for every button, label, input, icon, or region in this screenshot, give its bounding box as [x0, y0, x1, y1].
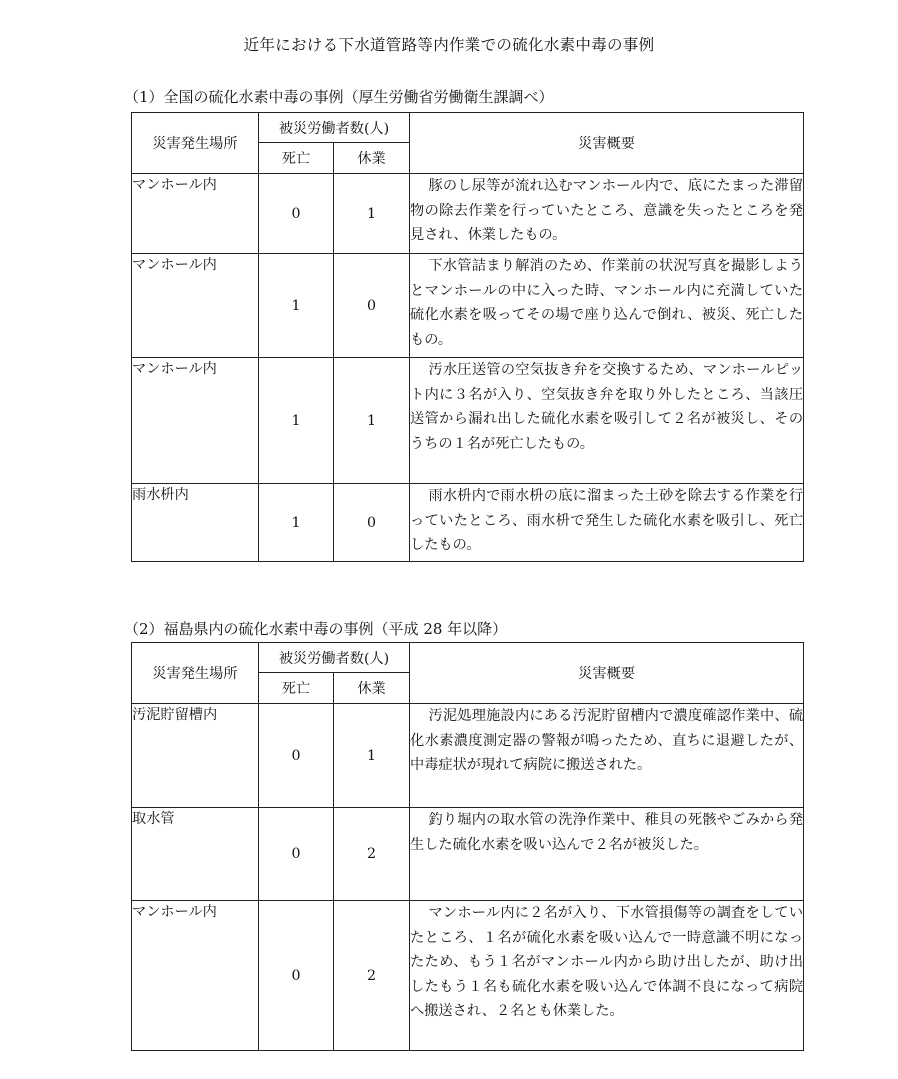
cell-death: 0 [259, 808, 334, 901]
cell-death: 0 [259, 704, 334, 808]
header-victim-count: 被災労働者数(人) [259, 113, 410, 143]
header-summary: 災害概要 [410, 113, 804, 174]
cell-place: マンホール内 [132, 901, 259, 1051]
section2-heading: （2）福島県内の硫化水素中毒の事例（平成 28 年以降） [124, 620, 508, 638]
cell-absence: 0 [334, 484, 410, 562]
cell-place: マンホール内 [132, 174, 259, 254]
header-place: 災害発生場所 [132, 113, 259, 174]
header-summary: 災害概要 [410, 643, 804, 704]
cell-summary: 下水管詰まり解消のため、作業前の状況写真を撮影しようとマンホールの中に入った時、マンホール内に充満していた硫化水素を吸ってその場で座り込んで倒れ、被災、死亡したもの。 [410, 254, 804, 358]
cell-summary: 釣り堀内の取水管の洗浄作業中、稚貝の死骸やごみから発生した硫化水素を吸い込んで２名が被災した。 [410, 808, 804, 901]
table-row [132, 484, 804, 562]
cell-death: 1 [259, 484, 334, 562]
cell-place: 取水管 [132, 808, 259, 901]
header-death: 死亡 [259, 143, 334, 174]
cell-death: 1 [259, 254, 334, 358]
table-row [132, 254, 804, 358]
cell-summary: マンホール内に２名が入り、下水管損傷等の調査をしていたところ、１名が硫化水素を吸い込んで一時意識不明になったため、もう１名がマンホール内から助け出したが、助け出したもう１名も硫化水素を吸い込んで体調不良になって病院へ搬送され、２名とも休業した。 [410, 901, 804, 1051]
cell-place: 汚泥貯留槽内 [132, 704, 259, 808]
cell-place: マンホール内 [132, 358, 259, 484]
cell-place: 雨水枡内 [132, 484, 259, 562]
cell-absence: 1 [334, 174, 410, 254]
cell-summary: 雨水枡内で雨水枡の底に溜まった土砂を除去する作業を行っていたところ、雨水枡で発生した硫化水素を吸引し、死亡したもの。 [410, 484, 804, 562]
cell-summary: 汚水圧送管の空気抜き弁を交換するため、マンホールピット内に３名が入り、空気抜き弁を取り外したところ、当該圧送管から漏れ出した硫化水素を吸引して２名が被災し、そのうちの１名が死亡したもの。 [410, 358, 804, 484]
header-absence: 休業 [334, 673, 410, 704]
cell-summary: 汚泥処理施設内にある汚泥貯留槽内で濃度確認作業中、硫化水素濃度測定器の警報が鳴ったため、直ちに退避したが、中毒症状が現れて病院に搬送された。 [410, 704, 804, 808]
cell-absence: 1 [334, 704, 410, 808]
table-row [132, 358, 804, 484]
fukushima-cases-table [131, 642, 804, 1051]
cell-absence: 2 [334, 808, 410, 901]
section1-heading: （1）全国の硫化水素中毒の事例（厚生労働省労働衛生課調べ） [124, 88, 554, 106]
cell-death: 1 [259, 358, 334, 484]
cell-summary: 豚のし尿等が流れ込むマンホール内で、底にたまった滞留物の除去作業を行っていたところ、意識を失ったところを発見され、休業したもの。 [410, 174, 804, 254]
cell-absence: 1 [334, 358, 410, 484]
table-row [132, 808, 804, 901]
national-cases-table [131, 112, 804, 562]
cell-death: 0 [259, 901, 334, 1051]
cell-death: 0 [259, 174, 334, 254]
cell-absence: 0 [334, 254, 410, 358]
table-row [132, 174, 804, 254]
table-row [132, 901, 804, 1051]
document-title: 近年における下水道管路等内作業での硫化水素中毒の事例 [243, 36, 655, 54]
header-place: 災害発生場所 [132, 643, 259, 704]
cell-absence: 2 [334, 901, 410, 1051]
cell-place: マンホール内 [132, 254, 259, 358]
header-absence: 休業 [334, 143, 410, 174]
header-death: 死亡 [259, 673, 334, 704]
table-row [132, 704, 804, 808]
header-victim-count: 被災労働者数(人) [259, 643, 410, 673]
